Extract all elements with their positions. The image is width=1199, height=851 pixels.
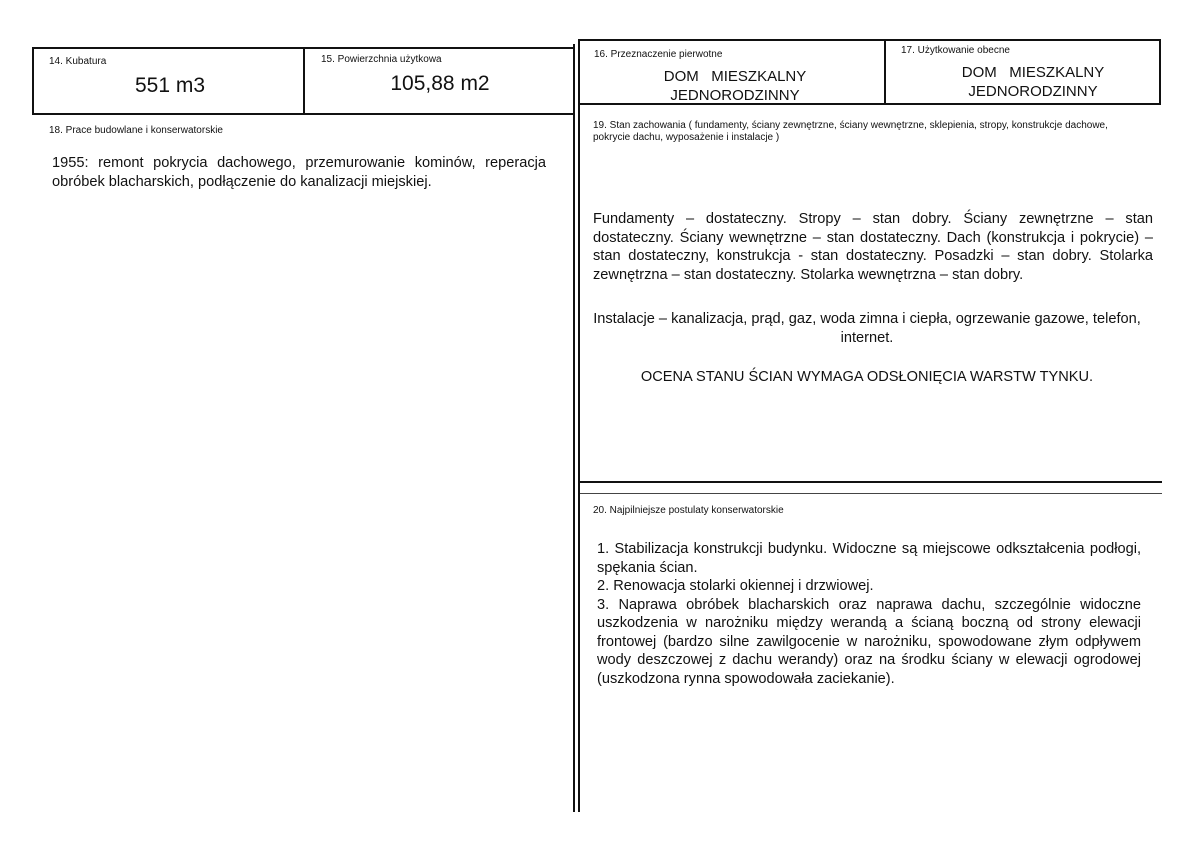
przeznaczenie-divider (884, 39, 886, 105)
left-border (32, 47, 34, 115)
right-border (1159, 39, 1161, 105)
kubatura-divider (303, 47, 305, 115)
przeznaczenie-value-line1: DOM MIESZKALNY (663, 68, 807, 85)
uzytkowanie-value-line2: JEDNORODZINNY (968, 83, 1098, 100)
section19-note: OCENA STANU ŚCIAN WYMAGA ODSŁONIĘCIA WARSTW TYNKU. (640, 369, 1094, 385)
section20-item-2: 2. Renowacja stolarki okiennej i drzwiowej. (597, 578, 874, 594)
section20-rule (580, 493, 1162, 494)
section18-label: 18. Prace budowlane i konserwatorskie (49, 125, 223, 136)
uzytkowanie-label: 17. Użytkowanie obecne (901, 45, 1010, 56)
section20-label: 20. Najpilniejsze postulaty konserwatorskie (593, 505, 784, 516)
center-rule-left (573, 44, 575, 812)
kubatura-value: 551 m3 (134, 74, 206, 97)
section20-list (597, 540, 1141, 688)
section20-item-3: 3. Naprawa obróbek blacharskich oraz naprawa dachu, szczególnie widoczne uszkodzenia w narożniku między werandą a ścianą boczną od strony elewacji frontowej (bardzo silne zawilgocenie w narożniku, spowodowane złym odpływem wody deszczowej z dachu werandy) oraz na środku ściany w elewacji ogrodowej (uszkodzona rynna spowodowała zaciekanie). (597, 596, 1141, 687)
section18-text: 1955: remont pokrycia dachowego, przemurowanie kominów, reperacja obróbek blacharskich, podłączenie do kanalizacji miejskiej. (52, 155, 546, 190)
przeznaczenie-value-line2: JEDNORODZINNY (670, 87, 800, 104)
przeznaczenie-label: 16. Przeznaczenie pierwotne (594, 49, 723, 60)
section19-installations: Instalacje – kanalizacja, prąd, gaz, woda zimna i ciepła, ogrzewanie gazowe, telefon, internet. (593, 311, 1141, 346)
section19-20-divider (578, 481, 1162, 483)
section19-label: 19. Stan zachowania ( fundamenty, ściany zewnętrzne, ściany wewnętrzne, sklepienia, stropy, konstrukcje dachowe, pokrycie dachu, wyposażenie i instalacje ) (593, 120, 1108, 143)
uzytkowanie-value-line1: DOM MIESZKALNY (961, 64, 1105, 81)
powierzchnia-value: 105,88 m2 (390, 72, 490, 95)
section20-item-1: 1. Stabilizacja konstrukcji budynku. Widoczne są miejscowe odkształcenia podłogi, spękania ścian. (597, 541, 1141, 576)
powierzchnia-label: 15. Powierzchnia użytkowa (321, 54, 442, 65)
top-border-right (578, 39, 1160, 41)
section19-condition: Fundamenty – dostateczny. Stropy – stan dobry. Ściany zewnętrzne – stan dostateczny. Ściany wewnętrzne – stan dostateczny. Dach (konstrukcja i pokrycie) – stan dostateczny, konstrukcja - stan dostateczny. Posadzki – stan dobry. Stolarka zewnętrzna – stan dostateczny. Stolarka wewnętrzna – stan dobry. (593, 211, 1153, 283)
center-rule-right (578, 39, 580, 812)
kubatura-label: 14. Kubatura (49, 56, 107, 67)
